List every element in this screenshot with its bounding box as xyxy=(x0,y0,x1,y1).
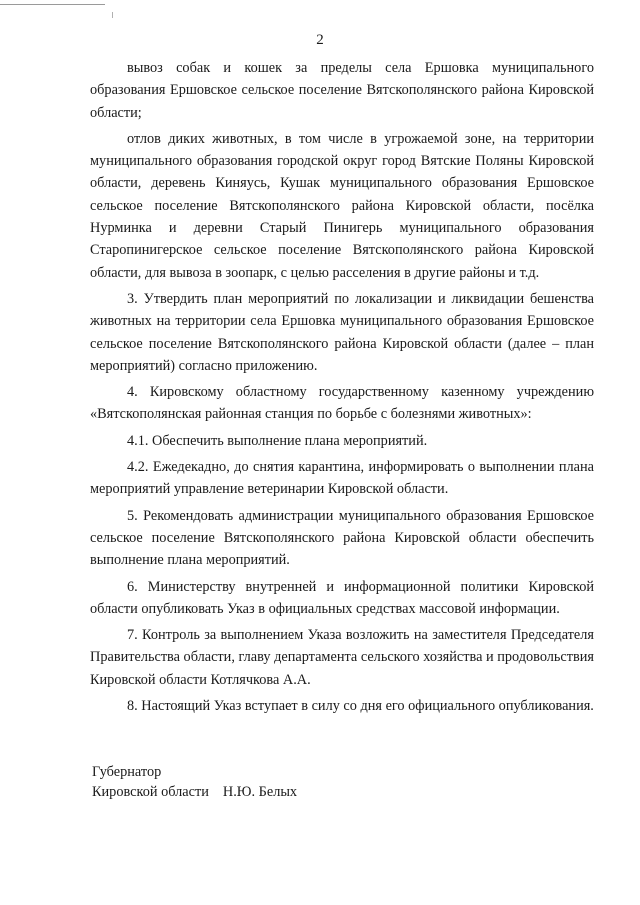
paragraph-item-6: 6. Министерству внутренней и информационной политики Кировской области опубликовать Указ в официальных средствах массовой информации. xyxy=(90,578,594,617)
signature-region: Кировской области xyxy=(92,784,209,800)
paragraph-item-4-2: 4.2. Ежедекадно, до снятия карантина, информировать о выполнении плана мероприятий управление ветеринарии Кировской области. xyxy=(90,459,594,498)
paragraph-wild-animal-capture: отлов диких животных, в том числе в угрожаемой зоне, на территории муниципального образования городской округ город Вятские Поляны Кировской области, деревень Киняусь, Кушак муниципального образования Ершовское сельское поселение Вятскополянского района Кировской области, посёлка Нурминка и деревни Старый Пинигерь муниципального образования Старопинигерское сельское поселение Вятскополянского района Кировской области, для вывоза в зоопарк, с целью расселения в другие районы и т.д. xyxy=(90,130,594,281)
paragraph-item-8: 8. Настоящий Указ вступает в силу со дня его официального опубликования. xyxy=(127,698,594,715)
paragraph-item-4: 4. Кировскому областному государственному казенному учреждению «Вятскополянская районная станция по борьбе с болезнями животных»: xyxy=(90,384,594,423)
scan-mark xyxy=(112,12,113,18)
signature-title-line1: Губернатор xyxy=(92,764,162,780)
signatory-name: Н.Ю. Белых xyxy=(222,784,298,800)
paragraph-item-4-1: 4.1. Обеспечить выполнение плана мероприятий. xyxy=(127,432,428,449)
paragraph-item-7: 7. Контроль за выполнением Указа возложить на заместителя Председателя Правительства области, главу департамента сельского хозяйства и продовольствия Кировской области Котлячкова А.А. xyxy=(90,627,595,688)
paragraph-item-5: 5. Рекомендовать администрации муниципального образования Ершовское сельское поселение Вятскополянского района Кировской области обеспечить выполнение плана мероприятий. xyxy=(90,507,594,569)
signature-block xyxy=(92,762,297,802)
paragraph-dog-cat-removal: вывоз собак и кошек за пределы села Ершовка муниципального образования Ершовское сельское поселение Вятскополянского района Кировской области; xyxy=(90,60,594,121)
paragraph-item-3: 3. Утвердить план мероприятий по локализации и ликвидации бешенства животных на территории села Ершовка муниципального образования Ершовское сельское поселение Вятскополянского района Кировской области (далее – план мероприятий) согласно приложению. xyxy=(90,290,594,374)
page-number: 2 xyxy=(316,32,324,48)
scan-edge-line xyxy=(0,4,105,5)
signature-title-line2 xyxy=(92,782,297,802)
document-body xyxy=(90,57,594,721)
